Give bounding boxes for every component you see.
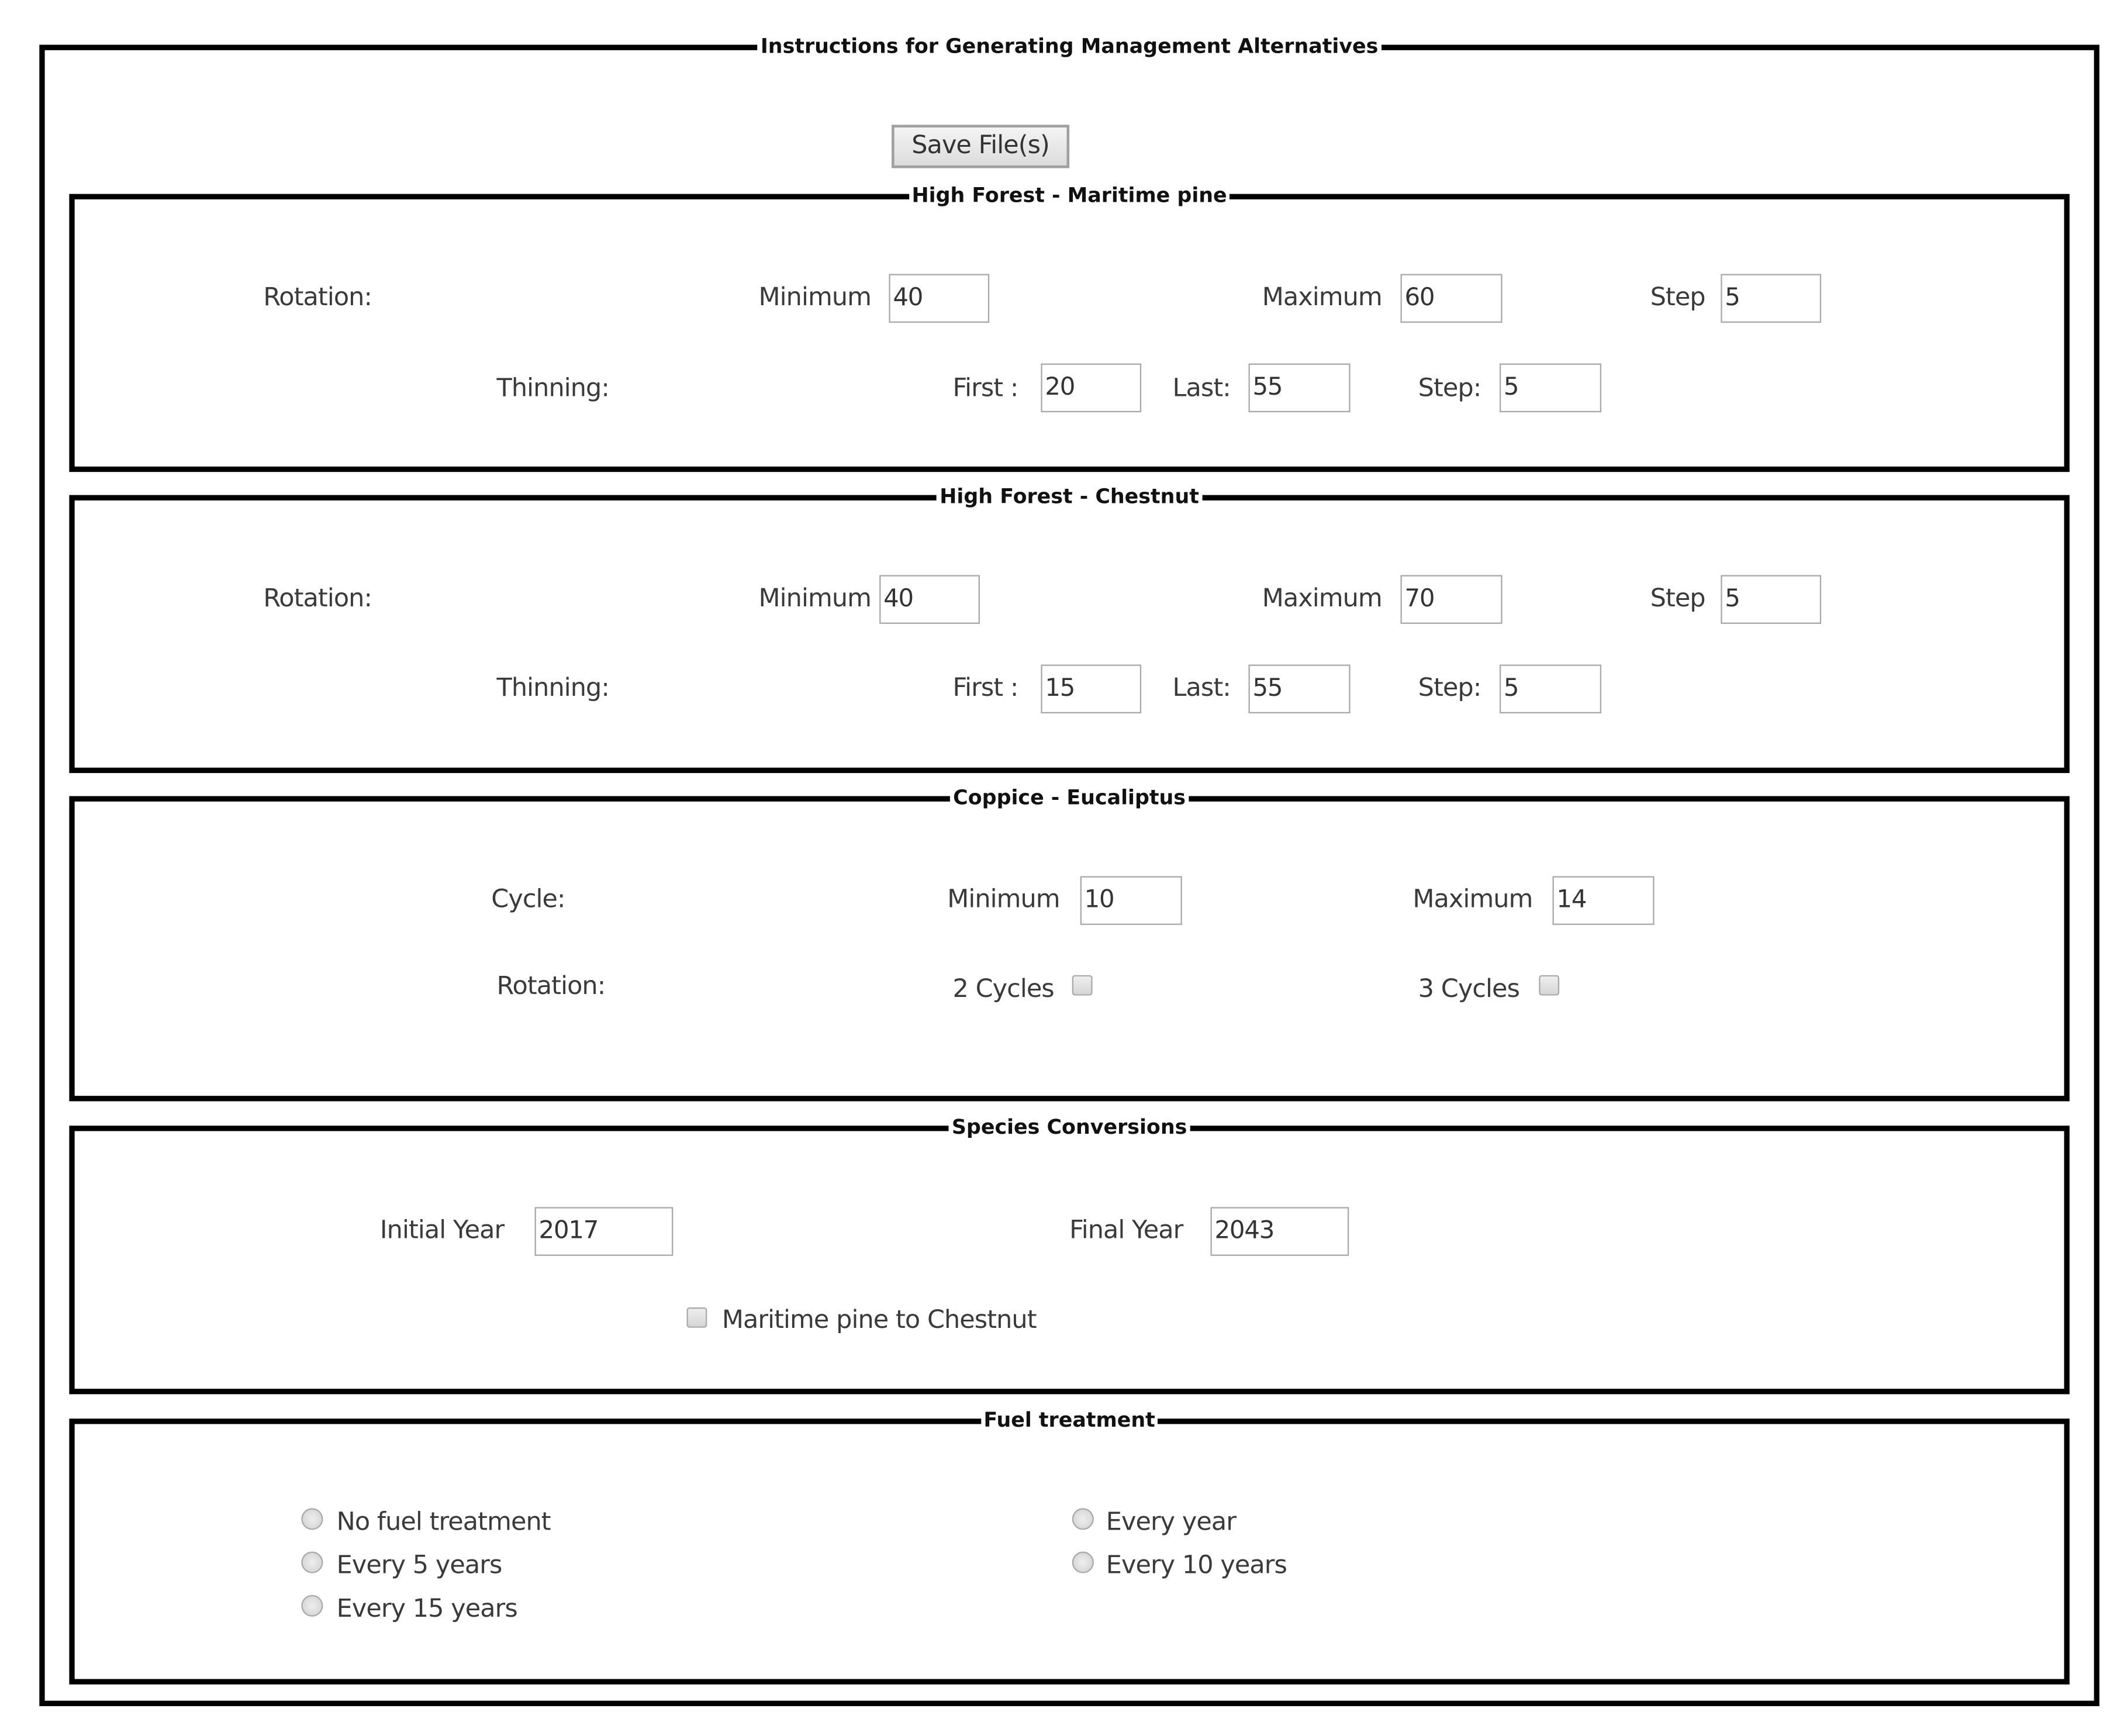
minimum-label: Minimum xyxy=(758,283,872,312)
step-label: Step xyxy=(1650,584,1705,613)
no-fuel-treatment-radio[interactable] xyxy=(301,1508,323,1530)
minimum-label: Minimum xyxy=(947,885,1060,914)
thinning-label: Thinning: xyxy=(496,374,609,403)
maritime-pine-fieldset xyxy=(69,183,2069,472)
rotation-label: Rotation: xyxy=(263,283,372,312)
every-5-years-label: Every 5 years xyxy=(336,1551,502,1580)
maritime-pine-legend: High Forest - Maritime pine xyxy=(909,183,1230,208)
chestnut-rotation-max-input[interactable]: 70 xyxy=(1400,575,1502,624)
last-label: Last: xyxy=(1172,674,1231,703)
first-label: First : xyxy=(952,674,1018,703)
eucaliptus-legend: Coppice - Eucaliptus xyxy=(951,785,1189,810)
step-label: Step xyxy=(1650,283,1705,312)
three-cycles-label: 3 Cycles xyxy=(1418,975,1519,1004)
eucaliptus-cycle-min-input[interactable]: 10 xyxy=(1080,876,1182,925)
pine-rotation-max-input[interactable]: 60 xyxy=(1400,274,1502,323)
maximum-label: Maximum xyxy=(1262,584,1382,613)
pine-to-chestnut-checkbox[interactable] xyxy=(687,1307,707,1328)
pine-to-chestnut-label: Maritime pine to Chestnut xyxy=(721,1306,1037,1335)
chestnut-rotation-min-input[interactable]: 40 xyxy=(879,575,980,624)
thinning-label: Thinning: xyxy=(496,674,609,703)
rotation-label: Rotation: xyxy=(263,584,372,613)
fuel-treatment-legend: Fuel treatment xyxy=(981,1408,1158,1433)
every-10-years-label: Every 10 years xyxy=(1106,1551,1287,1580)
species-conversions-legend: Species Conversions xyxy=(949,1115,1190,1140)
initial-year-label: Initial Year xyxy=(379,1216,505,1245)
pine-rotation-min-input[interactable]: 40 xyxy=(889,274,989,323)
maximum-label: Maximum xyxy=(1262,283,1382,312)
final-year-label: Final Year xyxy=(1069,1216,1183,1245)
chestnut-thinning-step-input[interactable]: 5 xyxy=(1500,665,1601,714)
pine-thinning-last-input[interactable]: 55 xyxy=(1249,364,1351,413)
final-year-input[interactable]: 2043 xyxy=(1211,1207,1349,1256)
thinning-step-label: Step: xyxy=(1418,674,1481,703)
eucaliptus-cycle-max-input[interactable]: 14 xyxy=(1552,876,1654,925)
two-cycles-label: 2 Cycles xyxy=(952,975,1054,1004)
species-conversions-fieldset xyxy=(69,1114,2069,1394)
chestnut-thinning-first-input[interactable]: 15 xyxy=(1041,665,1141,714)
cycle-label: Cycle: xyxy=(491,885,565,914)
two-cycles-checkbox[interactable] xyxy=(1072,975,1093,996)
chestnut-legend: High Forest - Chestnut xyxy=(937,484,1202,509)
no-fuel-treatment-label: No fuel treatment xyxy=(336,1508,551,1537)
first-label: First : xyxy=(952,374,1018,403)
eucaliptus-fieldset xyxy=(69,785,2069,1102)
every-year-radio[interactable] xyxy=(1072,1508,1094,1530)
rotation-label: Rotation: xyxy=(496,972,606,1001)
pine-thinning-first-input[interactable]: 20 xyxy=(1041,364,1141,413)
maximum-label: Maximum xyxy=(1413,885,1533,914)
last-label: Last: xyxy=(1172,374,1231,403)
chestnut-thinning-last-input[interactable]: 55 xyxy=(1249,665,1351,714)
thinning-step-label: Step: xyxy=(1418,374,1481,403)
main-legend: Instructions for Generating Management Alternatives xyxy=(758,34,1381,58)
three-cycles-checkbox[interactable] xyxy=(1539,975,1559,996)
every-15-years-radio[interactable] xyxy=(301,1595,323,1617)
chestnut-fieldset xyxy=(69,484,2069,773)
pine-thinning-step-input[interactable]: 5 xyxy=(1500,364,1601,413)
initial-year-input[interactable]: 2017 xyxy=(535,1207,674,1256)
every-year-label: Every year xyxy=(1106,1508,1236,1537)
every-5-years-radio[interactable] xyxy=(301,1552,323,1573)
pine-rotation-step-input[interactable]: 5 xyxy=(1721,274,1821,323)
minimum-label: Minimum xyxy=(758,584,872,613)
chestnut-rotation-step-input[interactable]: 5 xyxy=(1721,575,1821,624)
every-10-years-radio[interactable] xyxy=(1072,1552,1094,1573)
save-files-button[interactable]: Save File(s) xyxy=(892,125,1069,168)
every-15-years-label: Every 15 years xyxy=(336,1595,517,1624)
